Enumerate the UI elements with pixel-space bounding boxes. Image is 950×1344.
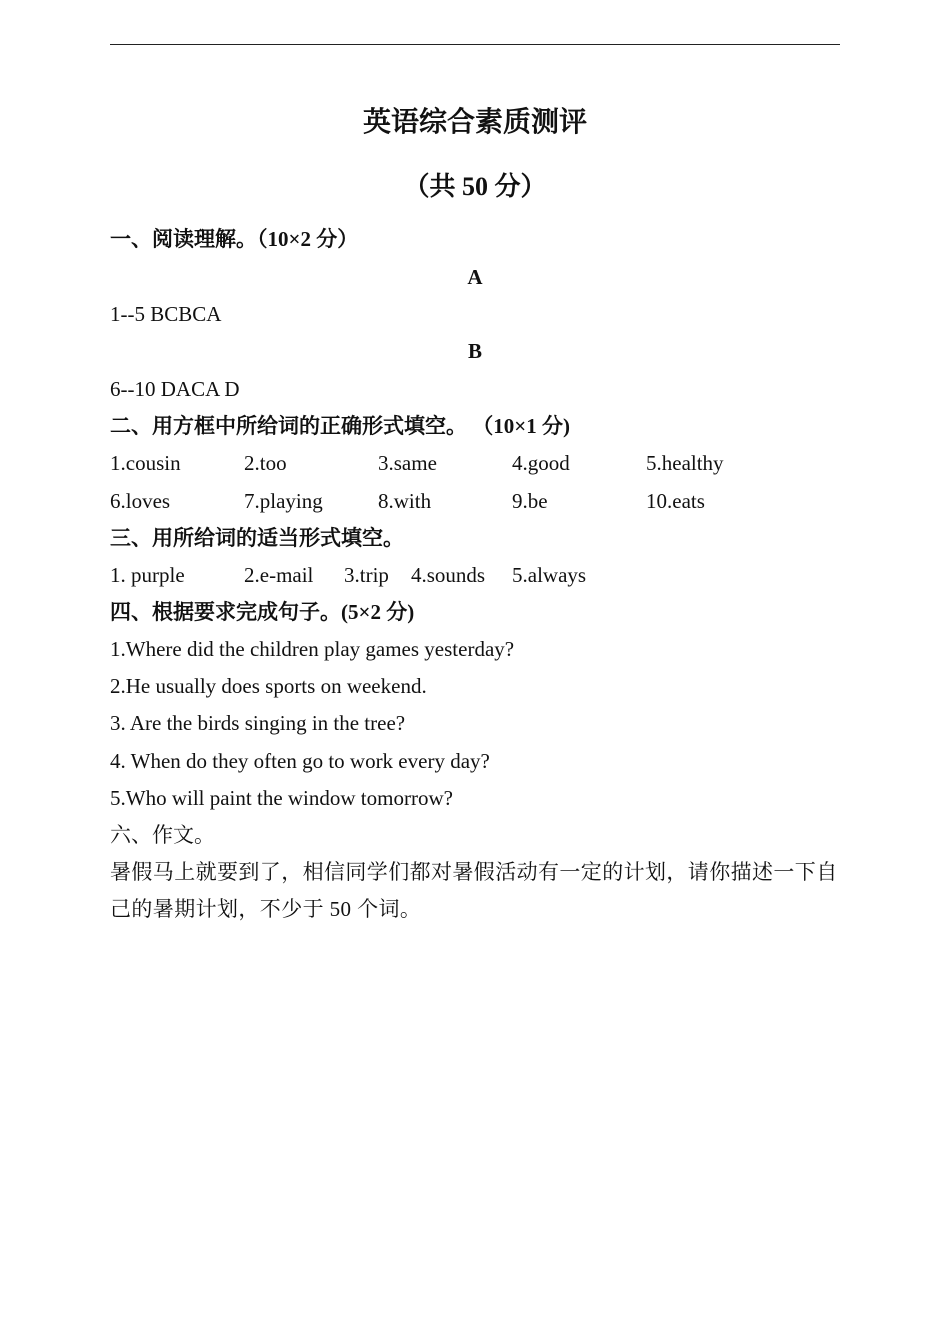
sentence-item: 1.Where did the children play games yesterday? — [110, 637, 515, 661]
answer-item: 10.eats — [646, 489, 705, 513]
answer-item: 3.same — [378, 451, 437, 475]
answer-item: 3.trip — [344, 563, 389, 587]
page-subtitle: （共 50 分） — [403, 172, 547, 201]
section1-heading: 一、阅读理解。（10×2 分） — [110, 227, 359, 251]
section3-heading: 三、用所给词的适当形式填空。 — [110, 526, 404, 550]
part-a-label: A — [467, 265, 483, 289]
part-b-label: B — [467, 339, 482, 363]
section6-heading: 六、作文。 — [110, 823, 215, 847]
sentence-item: 4. When do they often go to work every day? — [110, 749, 490, 773]
answer-item: 6.loves — [110, 489, 171, 513]
answer-item: 2.e-mail — [244, 563, 314, 587]
answer-item: 7.playing — [244, 489, 323, 513]
composition-prompt: 暑假马上就要到了，相信同学们都对暑假活动有一定的计划，请你描述一下自己的暑期计划，不少于 50 个词。 — [110, 860, 838, 921]
sentence-item: 3. Are the birds singing in the tree? — [110, 711, 406, 735]
answer-item: 9.be — [512, 489, 548, 513]
answer-item: 8.with — [378, 489, 432, 513]
sentence-item: 5.Who will paint the window tomorrow? — [110, 786, 453, 810]
answer-item: 4.sounds — [411, 563, 486, 587]
header-rule — [110, 44, 840, 45]
page-title: 英语综合素质测评 — [362, 107, 587, 138]
answer-item: 5.always — [512, 563, 587, 587]
section2-heading: 二、用方框中所给词的正确形式填空。 （10×1 分) — [110, 414, 570, 438]
answer-item: 1.cousin — [110, 451, 181, 475]
part-b-answers: 6--10 DACA D — [110, 377, 240, 401]
part-a-answers: 1--5 BCBCA — [110, 302, 222, 326]
answer-item: 5.healthy — [646, 451, 724, 475]
answer-item: 2.too — [244, 451, 287, 475]
section4-heading: 四、根据要求完成句子。(5×2 分) — [110, 600, 415, 624]
answer-item: 1. purple — [110, 563, 185, 587]
answer-item: 4.good — [512, 451, 570, 475]
sentence-item: 2.He usually does sports on weekend. — [110, 674, 427, 698]
